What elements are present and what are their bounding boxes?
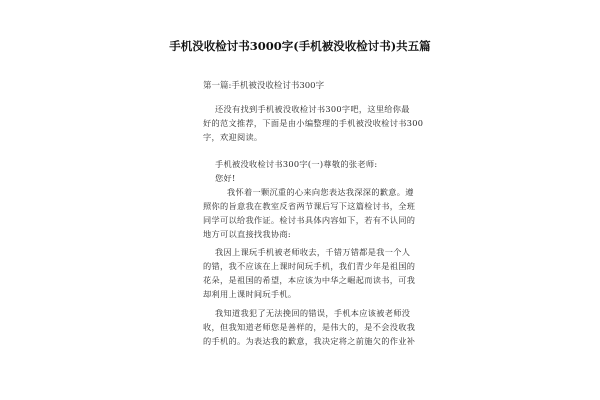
body-line: 还没有找到手机被没收检讨书300字吧，这里给你最 — [215, 104, 410, 114]
document-title: 手机没收检讨书3000字(手机被没收检讨书)共五篇 — [169, 39, 431, 53]
body-line: 我知道我犯了无法挽回的错误，手机本应该被老师没 — [215, 308, 411, 318]
letter-greeting: 您好! — [215, 173, 236, 183]
body-line: 收，但我知道老师您是善样的，是伟大的，是不会没收我 — [203, 322, 416, 332]
body-line: 同学可以给我作证。检讨书具体内容如下，若有不认同的 — [203, 215, 416, 225]
section-heading: 第一篇:手机被没收检讨书300字 — [203, 81, 325, 91]
body-line: 好的范文推荐，下面是由小编整理的手机被没收检讨书300 — [203, 118, 424, 128]
letter-heading: 手机被没收检讨书300字(一)尊敬的张老师: — [215, 159, 378, 169]
body-line: 的错，我不应该在上课时间玩手机，我们青少年是祖国的 — [203, 261, 416, 271]
body-line: 却利用上课时间玩手机。 — [203, 289, 297, 299]
body-line: 地方可以直接找我协商: — [203, 229, 291, 239]
body-line: 我怀着一颗沉重的心来向您表达我深深的歉意。遵 — [227, 187, 414, 197]
body-line: 我因上课玩手机被老师收去，千错万错都是我一个人 — [215, 247, 411, 257]
body-line: 的手机的。为表达我的歉意，我决定将之前施欠的作业补 — [203, 336, 416, 346]
body-line: 照你的旨意我在教室反省两节课后写下这篇检讨书，全班 — [203, 201, 416, 211]
body-line: 花朵，是祖国的希望，本应该为中华之崛起而读书，可我 — [203, 275, 416, 285]
body-line: 字，欢迎阅读。 — [203, 132, 263, 142]
